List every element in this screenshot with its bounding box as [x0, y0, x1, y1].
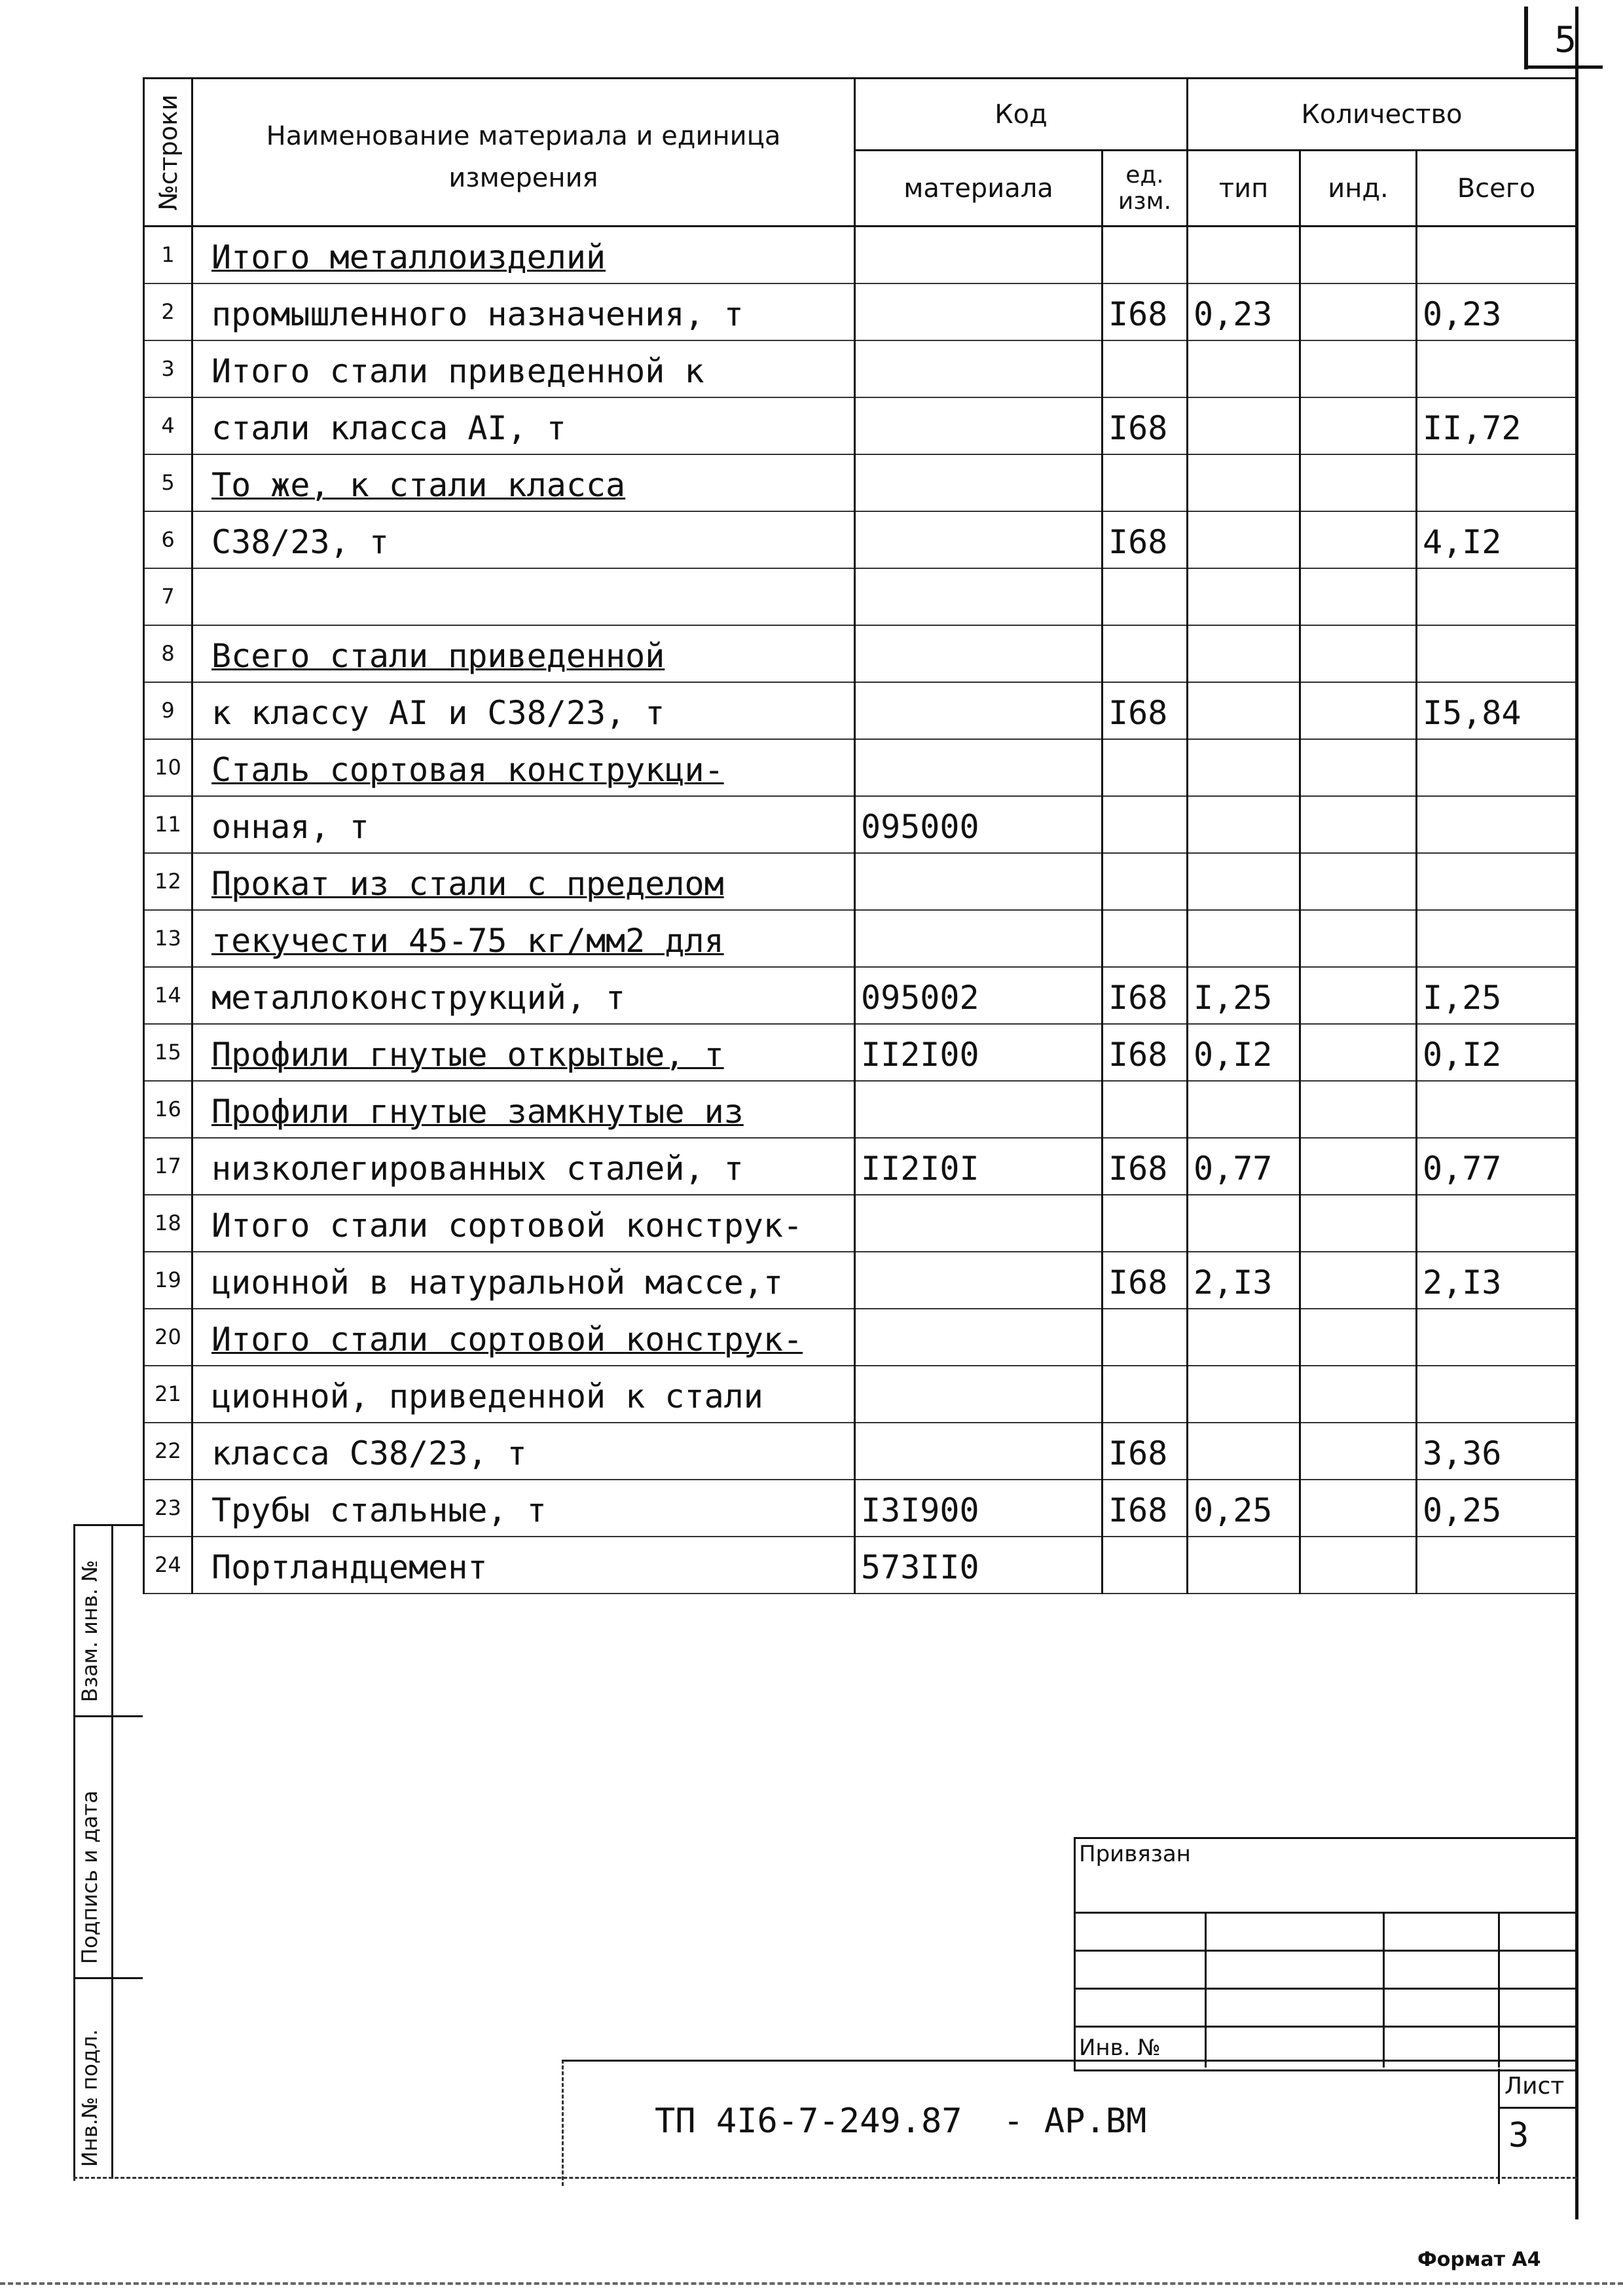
material-name-cell — [192, 739, 855, 796]
table-row — [144, 625, 1577, 682]
row-number-cell: 9 — [144, 682, 192, 739]
unit-cell: I68 — [1103, 1480, 1188, 1537]
total-qty-cell — [1417, 568, 1577, 625]
row-number-cell: 11 — [144, 796, 192, 853]
material-code-cell — [855, 227, 1103, 283]
row-number-cell: 7 — [144, 568, 192, 625]
unit-cell: I68 — [1103, 511, 1188, 568]
material-name-cell — [192, 910, 855, 967]
ind-qty-cell — [1300, 1480, 1417, 1537]
material-code-cell — [855, 1309, 1103, 1366]
material-name-cell — [192, 682, 855, 739]
type-qty-cell — [1188, 340, 1300, 397]
ind-qty-cell — [1300, 625, 1417, 682]
material-name-text: класса С38/23, т — [211, 1434, 527, 1472]
material-name-text: низколегированных сталей, т — [211, 1149, 744, 1188]
binding-title: Привязан — [1079, 1841, 1191, 1867]
material-name-text: металлоконструкций, т — [211, 978, 626, 1017]
row-number-cell: 17 — [144, 1138, 192, 1195]
material-code-cell: II2I0I — [855, 1138, 1103, 1195]
material-code-cell: 095000 — [855, 796, 1103, 853]
material-name-text: Итого стали сортовой конструк- — [211, 1320, 803, 1358]
page-number-frame-bottom — [1524, 65, 1603, 69]
binding-col-line — [1383, 1912, 1385, 2068]
replaced-inv-label: Взам. инв. № — [77, 1559, 102, 1702]
total-qty-cell: I,25 — [1417, 967, 1577, 1024]
material-code-cell — [855, 454, 1103, 511]
type-qty-cell: 0,77 — [1188, 1138, 1300, 1195]
total-qty-cell: 0,23 — [1417, 283, 1577, 340]
margin-stamp-divider — [111, 1524, 113, 2179]
unit-cell — [1103, 1537, 1188, 1594]
material-name-text: промышленного назначения, т — [211, 295, 744, 333]
type-qty-cell — [1188, 1309, 1300, 1366]
material-name-text: Прокат из стали с пределом — [211, 864, 724, 903]
material-name-cell — [192, 1366, 855, 1423]
unit-cell — [1103, 340, 1188, 397]
unit-cell — [1103, 1309, 1188, 1366]
header-ind: инд. — [1300, 151, 1417, 227]
material-name-cell — [192, 283, 855, 340]
type-qty-cell — [1188, 910, 1300, 967]
type-qty-cell — [1188, 397, 1300, 454]
binding-row-line — [1074, 2026, 1575, 2028]
table-row — [144, 1138, 1577, 1195]
ind-qty-cell — [1300, 682, 1417, 739]
ind-qty-cell — [1300, 853, 1417, 910]
material-name-cell — [192, 511, 855, 568]
table-row — [144, 511, 1577, 568]
material-name-cell — [192, 967, 855, 1024]
ind-qty-cell — [1300, 967, 1417, 1024]
total-qty-cell — [1417, 739, 1577, 796]
unit-cell: I68 — [1103, 397, 1188, 454]
total-qty-cell: 4,I2 — [1417, 511, 1577, 568]
table-row — [144, 1480, 1577, 1537]
material-name-cell — [192, 625, 855, 682]
table-row — [144, 1081, 1577, 1138]
material-name-text: ционной, приведенной к стали — [211, 1377, 763, 1415]
total-qty-cell — [1417, 625, 1577, 682]
row-number-cell: 6 — [144, 511, 192, 568]
material-code-cell — [855, 283, 1103, 340]
document-code: ТП 4I6-7-249.87 - АР.ВМ — [655, 2102, 1147, 2141]
total-qty-cell — [1417, 853, 1577, 910]
unit-cell — [1103, 625, 1188, 682]
table-row — [144, 1195, 1577, 1252]
sheet-number: 3 — [1508, 2116, 1529, 2155]
material-name-cell — [192, 1480, 855, 1537]
type-qty-cell — [1188, 739, 1300, 796]
row-number-cell: 22 — [144, 1423, 192, 1480]
material-code-cell — [855, 1195, 1103, 1252]
total-qty-cell — [1417, 227, 1577, 283]
table-row — [144, 682, 1577, 739]
material-name-text: ционной в натуральной массе,т — [211, 1263, 783, 1302]
material-name-cell — [192, 1195, 855, 1252]
material-code-cell — [855, 1252, 1103, 1309]
row-number-cell: 24 — [144, 1537, 192, 1594]
binding-inv-label: Инв. № — [1079, 2035, 1161, 2061]
total-qty-cell: II,72 — [1417, 397, 1577, 454]
total-qty-cell: 0,25 — [1417, 1480, 1577, 1537]
row-number-cell: 20 — [144, 1309, 192, 1366]
unit-cell — [1103, 1366, 1188, 1423]
binding-row-line — [1074, 1912, 1575, 1914]
ind-qty-cell — [1300, 1081, 1417, 1138]
type-qty-cell — [1188, 1537, 1300, 1594]
type-qty-cell: 0,I2 — [1188, 1024, 1300, 1081]
material-name-text: Сталь сортовая конструкци- — [211, 750, 724, 789]
total-qty-cell: 0,77 — [1417, 1138, 1577, 1195]
unit-cell — [1103, 454, 1188, 511]
unit-cell — [1103, 796, 1188, 853]
ind-qty-cell — [1300, 1138, 1417, 1195]
header-material-code: материала — [855, 151, 1103, 227]
ind-qty-cell — [1300, 1423, 1417, 1480]
table-row — [144, 283, 1577, 340]
type-qty-cell — [1188, 853, 1300, 910]
header-row-number: №строки — [144, 79, 192, 227]
material-name-text: Профили гнутые замкнутые из — [211, 1092, 744, 1131]
material-spec-body — [144, 227, 1577, 1594]
material-name-text: Итого металлоизделий — [211, 238, 606, 276]
material-name-text: Портландцемент — [211, 1548, 488, 1586]
type-qty-cell — [1188, 511, 1300, 568]
unit-cell: I68 — [1103, 1252, 1188, 1309]
unit-cell: I68 — [1103, 682, 1188, 739]
material-code-cell — [855, 1423, 1103, 1480]
header-code-group: Код — [855, 79, 1188, 151]
table-row — [144, 454, 1577, 511]
material-name-cell — [192, 1081, 855, 1138]
material-name-text: Профили гнутые открытые, т — [211, 1035, 724, 1074]
material-name-cell — [192, 1024, 855, 1081]
material-name-cell — [192, 853, 855, 910]
type-qty-cell — [1188, 1081, 1300, 1138]
material-name-cell — [192, 1537, 855, 1594]
row-number-cell: 2 — [144, 283, 192, 340]
signature-date-label: Подпись и дата — [77, 1790, 102, 1964]
row-number-cell: 23 — [144, 1480, 192, 1537]
total-qty-cell — [1417, 796, 1577, 853]
binding-row-line — [1074, 1988, 1575, 1990]
unit-cell — [1103, 227, 1188, 283]
material-spec-table — [143, 77, 1577, 1594]
material-code-cell — [855, 340, 1103, 397]
material-code-cell — [855, 1081, 1103, 1138]
table-row — [144, 910, 1577, 967]
header-total: Всего — [1417, 151, 1577, 227]
ind-qty-cell — [1300, 511, 1417, 568]
total-qty-cell: I5,84 — [1417, 682, 1577, 739]
material-name-cell — [192, 1423, 855, 1480]
type-qty-cell — [1188, 1366, 1300, 1423]
unit-cell — [1103, 910, 1188, 967]
row-number-cell: 8 — [144, 625, 192, 682]
material-code-cell: II2I00 — [855, 1024, 1103, 1081]
page-number-frame — [1524, 7, 1528, 69]
ind-qty-cell — [1300, 1366, 1417, 1423]
row-number-cell: 13 — [144, 910, 192, 967]
header-quantity-group: Количество — [1188, 79, 1577, 151]
unit-cell: I68 — [1103, 1024, 1188, 1081]
type-qty-cell: I,25 — [1188, 967, 1300, 1024]
total-qty-cell — [1417, 454, 1577, 511]
material-name-cell — [192, 1309, 855, 1366]
original-inv-label: Инв.№ подл. — [77, 2029, 102, 2167]
header-unit: ед. изм. — [1103, 151, 1188, 227]
material-code-cell — [855, 568, 1103, 625]
material-code-cell — [855, 625, 1103, 682]
type-qty-cell — [1188, 227, 1300, 283]
material-name-text: Итого стали приведенной к — [211, 352, 704, 390]
table-row — [144, 1309, 1577, 1366]
ind-qty-cell — [1300, 1537, 1417, 1594]
material-name-cell — [192, 1252, 855, 1309]
footer-line — [0, 2282, 1623, 2285]
ind-qty-cell — [1300, 1252, 1417, 1309]
ind-qty-cell — [1300, 283, 1417, 340]
material-name-text: онная, т — [211, 807, 369, 846]
material-code-cell — [855, 682, 1103, 739]
table-row — [144, 1366, 1577, 1423]
row-number-cell: 5 — [144, 454, 192, 511]
margin-stamp-row-line — [73, 1715, 143, 1717]
ind-qty-cell — [1300, 910, 1417, 967]
unit-cell: I68 — [1103, 1138, 1188, 1195]
type-qty-cell: 0,25 — [1188, 1480, 1300, 1537]
total-qty-cell: 2,I3 — [1417, 1252, 1577, 1309]
margin-stamp-row-line — [73, 1977, 143, 1979]
ind-qty-cell — [1300, 1309, 1417, 1366]
paper-format: Формат А4 — [1417, 2248, 1541, 2271]
row-number-cell: 12 — [144, 853, 192, 910]
material-name-text: к классу AI и С38/23, т — [211, 693, 665, 732]
type-qty-cell — [1188, 796, 1300, 853]
type-qty-cell — [1188, 1423, 1300, 1480]
total-qty-cell — [1417, 1081, 1577, 1138]
total-qty-cell — [1417, 910, 1577, 967]
page-number: 5 — [1554, 19, 1577, 60]
row-number-cell: 15 — [144, 1024, 192, 1081]
type-qty-cell — [1188, 568, 1300, 625]
ind-qty-cell — [1300, 340, 1417, 397]
material-name-cell — [192, 454, 855, 511]
material-name-cell — [192, 796, 855, 853]
material-code-cell — [855, 1366, 1103, 1423]
row-number-cell: 18 — [144, 1195, 192, 1252]
unit-cell: I68 — [1103, 1423, 1188, 1480]
total-qty-cell — [1417, 1366, 1577, 1423]
binding-col-line — [1205, 1912, 1207, 2068]
table-row — [144, 227, 1577, 283]
type-qty-cell — [1188, 682, 1300, 739]
binding-col-line — [1498, 1912, 1500, 2068]
ind-qty-cell — [1300, 796, 1417, 853]
type-qty-cell — [1188, 1195, 1300, 1252]
ind-qty-cell — [1300, 1195, 1417, 1252]
material-name-cell — [192, 340, 855, 397]
unit-cell — [1103, 1081, 1188, 1138]
material-code-cell: I3I900 — [855, 1480, 1103, 1537]
ind-qty-cell — [1300, 227, 1417, 283]
total-qty-cell: 0,I2 — [1417, 1024, 1577, 1081]
table-row — [144, 739, 1577, 796]
ind-qty-cell — [1300, 454, 1417, 511]
row-number-cell: 14 — [144, 967, 192, 1024]
material-code-cell: 095002 — [855, 967, 1103, 1024]
total-qty-cell — [1417, 1309, 1577, 1366]
material-name-text: То же, к стали класса — [211, 465, 626, 504]
material-name-text: С38/23, т — [211, 522, 389, 561]
ind-qty-cell — [1300, 1024, 1417, 1081]
type-qty-cell: 0,23 — [1188, 283, 1300, 340]
row-number-cell: 21 — [144, 1366, 192, 1423]
table-row — [144, 340, 1577, 397]
ind-qty-cell — [1300, 397, 1417, 454]
material-name-text: текучести 45-75 кг/мм2 для — [211, 921, 724, 960]
table-row — [144, 853, 1577, 910]
sheet-number-divider — [1498, 2107, 1575, 2109]
total-qty-cell: 3,36 — [1417, 1423, 1577, 1480]
material-name-cell — [192, 1138, 855, 1195]
material-code-cell — [855, 910, 1103, 967]
table-row — [144, 967, 1577, 1024]
material-code-cell — [855, 511, 1103, 568]
sheet-label: Лист — [1504, 2073, 1565, 2100]
total-qty-cell — [1417, 1195, 1577, 1252]
header-material-name: Наименование материала и единица измерения — [192, 79, 855, 227]
type-qty-cell — [1188, 454, 1300, 511]
row-number-cell: 19 — [144, 1252, 192, 1309]
material-name-cell — [192, 397, 855, 454]
row-number-cell: 3 — [144, 340, 192, 397]
unit-cell — [1103, 853, 1188, 910]
row-number-cell: 4 — [144, 397, 192, 454]
table-row — [144, 1537, 1577, 1594]
material-name-cell — [192, 227, 855, 283]
table-row — [144, 796, 1577, 853]
total-qty-cell — [1417, 340, 1577, 397]
material-code-cell — [855, 739, 1103, 796]
material-code-cell — [855, 397, 1103, 454]
unit-cell — [1103, 568, 1188, 625]
material-code-cell — [855, 853, 1103, 910]
row-number-cell: 1 — [144, 227, 192, 283]
material-name-text: Всего стали приведенной — [211, 636, 665, 675]
total-qty-cell — [1417, 1537, 1577, 1594]
material-name-text: Итого стали сортовой конструк- — [211, 1206, 803, 1245]
header-type: тип — [1188, 151, 1300, 227]
ind-qty-cell — [1300, 568, 1417, 625]
table-row — [144, 568, 1577, 625]
type-qty-cell: 2,I3 — [1188, 1252, 1300, 1309]
table-row — [144, 397, 1577, 454]
material-name-text: Трубы стальные, т — [211, 1491, 547, 1529]
unit-cell: I68 — [1103, 967, 1188, 1024]
material-code-cell: 573II0 — [855, 1537, 1103, 1594]
ind-qty-cell — [1300, 739, 1417, 796]
material-name-cell — [192, 568, 855, 625]
material-name-text: стали класса AI, т — [211, 409, 566, 447]
binding-row-line — [1074, 1950, 1575, 1952]
table-row — [144, 1024, 1577, 1081]
table-row — [144, 1252, 1577, 1309]
unit-cell: I68 — [1103, 283, 1188, 340]
type-qty-cell — [1188, 625, 1300, 682]
row-number-cell: 16 — [144, 1081, 192, 1138]
table-row — [144, 1423, 1577, 1480]
unit-cell — [1103, 739, 1188, 796]
row-number-cell: 10 — [144, 739, 192, 796]
unit-cell — [1103, 1195, 1188, 1252]
